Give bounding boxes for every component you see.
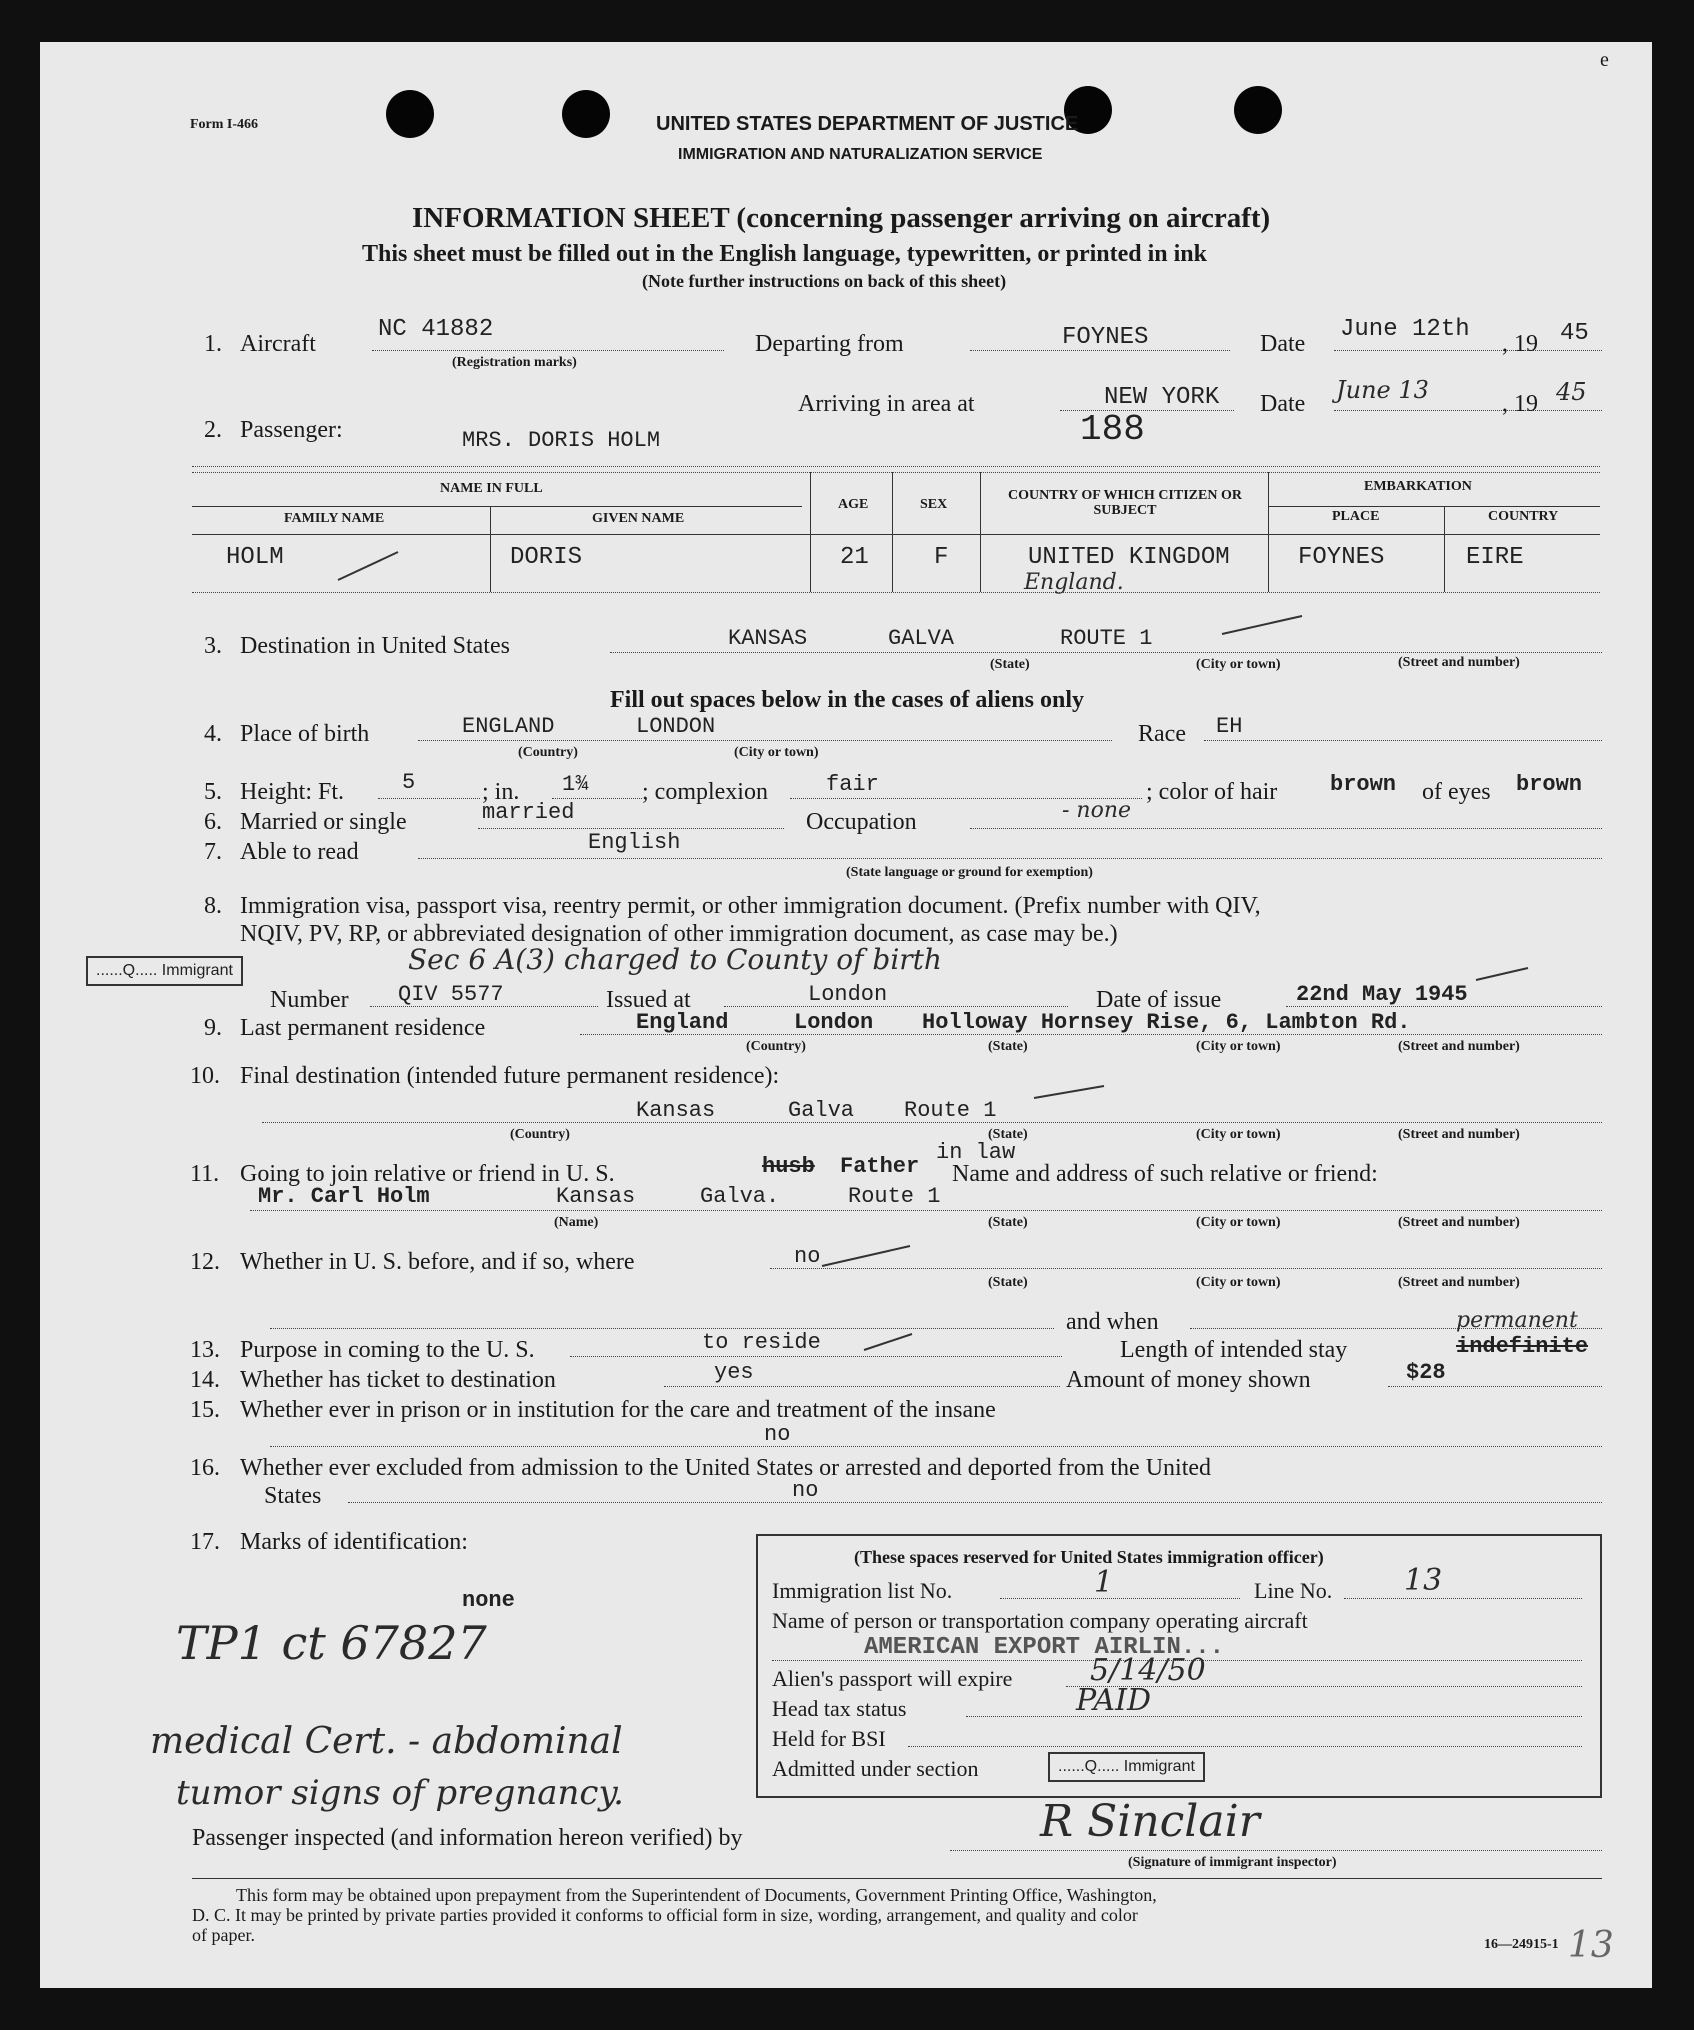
relative-city: Galva. [700,1184,780,1209]
q6-number: 6. [204,809,222,835]
before-value: no [794,1244,821,1269]
arrival-date-label: Date [1260,391,1306,417]
height-inches: 1¾ [562,772,589,797]
destination-label: Destination in United States [240,633,510,659]
money-label: Amount of money shown [1066,1367,1311,1393]
caption-city: (City or town) [1196,1215,1281,1230]
sex-value: F [934,544,949,571]
caption-city: (City or town) [1196,1039,1281,1054]
caption-state: (State) [990,657,1030,672]
q4-number: 4. [204,721,222,747]
destination-street: ROUTE 1 [1060,626,1153,651]
q17-number: 17. [190,1529,220,1555]
visa-label-line1: Immigration visa, passport visa, reentry permit, or other immigration document. (Prefix number with QIV, [240,893,1261,919]
ticket-value: yes [714,1360,754,1385]
caption-state: (State) [988,1039,1028,1054]
inspection-label: Passenger inspected (and information hereon verified) by [192,1825,743,1851]
marks-label: Marks of identification: [240,1529,468,1555]
married-label: Married or single [240,809,407,835]
issue-date-value: 22nd May 1945 [1296,982,1468,1007]
list-number-label: Immigration list No. [772,1578,953,1603]
caption-street: (Street and number) [1398,1039,1520,1054]
caption-street: (Street and number) [1398,1215,1520,1230]
caption-country: (Country) [510,1127,570,1142]
embarkation-header: EMBARKATION [1364,479,1472,494]
admitted-section-label: Admitted under section [772,1756,979,1781]
occupation-label: Occupation [806,809,917,835]
passenger-value: MRS. DORIS HOLM [462,428,661,453]
name-in-full-header: NAME IN FULL [440,481,543,496]
occupation-value: - none [1062,798,1132,823]
caption-city: (City or town) [734,745,819,760]
race-value: EH [1216,714,1243,739]
family-name-value: HOLM [226,544,284,571]
given-name-value: DORIS [510,544,583,571]
arriving-place: NEW YORK [1104,384,1220,411]
officer-header: (These spaces reserved for United States immigration officer) [854,1547,1324,1567]
form-subtitle: This sheet must be filled out in the English language, typewritten, or printed in ink [362,241,1207,267]
birth-country: ENGLAND [462,714,555,739]
passenger-label: Passenger: [240,417,343,443]
hair-value: brown [1330,772,1397,797]
prison-value: no [764,1422,791,1447]
hair-label: ; color of hair [1146,779,1278,805]
caption-name: (Name) [554,1215,599,1230]
aliens-only-header: Fill out spaces below in the cases of aliens only [610,687,1085,713]
q10-number: 10. [190,1063,220,1089]
ticket-label: Whether has ticket to destination [240,1367,556,1393]
form-title: INFORMATION SHEET (concerning passenger arriving on aircraft) [412,202,1271,234]
caption-country: (Country) [746,1039,806,1054]
race-label: Race [1138,721,1186,747]
purpose-value: to reside [702,1330,821,1355]
arrival-date: June 13 [1336,376,1429,404]
stay-struck: indefinite [1456,1334,1589,1359]
relative-struck: husb [762,1154,815,1179]
relative-relation: Father [840,1154,920,1179]
footer-code: 16—24915-1 [1484,1937,1559,1952]
marks-value: none [462,1588,515,1613]
marks-handwritten-number: TP1 ct 67827 [176,1616,487,1670]
destination-city: GALVA [888,626,955,651]
issued-value: London [808,982,888,1007]
footer-line2: D. C. It may be printed by private parties provided it conforms to official form in size, wording, arrangement, and quality and color [192,1905,1138,1925]
age-value: 21 [840,544,869,571]
departure-date-label: Date [1260,331,1306,357]
birth-city: LONDON [636,714,716,739]
caption-state: (State) [988,1127,1028,1142]
caption-country: (Country) [518,745,578,760]
signature-caption: (Signature of immigrant inspector) [1128,1855,1337,1870]
place-header: PLACE [1332,509,1380,524]
q1-number: 1. [204,331,222,357]
residence-city: London [794,1010,874,1035]
country-citizen-header: COUNTRY OF WHICH CITIZEN OR SUBJECT [1008,488,1242,519]
height-label: Height: Ft. [240,779,345,805]
caption-state-language: (State language or ground for exemption) [846,865,1093,880]
company-value: AMERICAN EXPORT AIRLIN... [864,1634,1225,1661]
caption-state: (State) [988,1275,1028,1290]
read-label: Able to read [240,839,359,865]
visa-handwritten-note: Sec 6 A(3) charged to County of birth [408,943,942,976]
relative-label2: Name and address of such relative or friend: [952,1161,1378,1187]
registration-caption: (Registration marks) [452,355,577,370]
passport-expiry-label: Alien's passport will expire [772,1666,1013,1691]
stay-label: Length of intended stay [1120,1337,1348,1363]
visa-number-value: QIV 5577 [398,982,504,1007]
citizen-value: UNITED KINGDOM [1028,544,1230,571]
arriving-label: Arriving in area at [798,391,975,417]
stay-value: permanent [1456,1308,1578,1333]
arrival-year-prefix: , 19 [1502,391,1538,417]
height-in-label: ; in. [482,779,520,805]
country-header: COUNTRY [1488,509,1559,524]
final-street: Route 1 [904,1098,997,1123]
excluded-label-line2: States [264,1483,322,1509]
line-number-value: 13 [1404,1563,1443,1598]
money-value: $28 [1406,1360,1446,1385]
footer-line3: of paper. [192,1925,255,1945]
q7-number: 7. [204,839,222,865]
department-name: UNITED STATES DEPARTMENT OF JUSTICE [656,113,1079,135]
read-value: English [588,830,681,855]
departure-year: 45 [1560,320,1589,347]
before-label: Whether in U. S. before, and if so, where [240,1249,635,1275]
q2-number: 2. [204,417,222,443]
departing-label: Departing from [755,331,904,357]
visa-number-label: Number [270,987,349,1013]
visa-label-line2: NQIV, PV, RP, or abbreviated designation of other immigration document, as case may be.) [240,921,1118,947]
q15-number: 15. [190,1397,220,1423]
birth-label: Place of birth [240,721,370,747]
residence-label: Last permanent residence [240,1015,486,1041]
relative-in-law: in law [936,1140,1016,1165]
final-city: Galva [788,1098,855,1123]
list-number-value: 1 [1094,1565,1114,1600]
relative-label: Going to join relative or friend in U. S. [240,1161,615,1187]
height-feet: 5 [402,770,416,795]
relative-state: Kansas [556,1184,636,1209]
final-destination-label: Final destination (intended future permanent residence): [240,1063,780,1089]
complexion-label: ; complexion [642,779,768,805]
destination-state: KANSAS [728,626,808,651]
relative-name: Mr. Carl Holm [258,1184,430,1209]
caption-street: (Street and number) [1398,1275,1520,1290]
caption-city: (City or town) [1196,1275,1281,1290]
complexion-value: fair [826,772,879,797]
admitted-section-stamp: ......Q..... Immigrant [1048,1752,1205,1782]
marks-handwritten-note1: medical Cert. - abdominal [150,1721,623,1762]
residence-country: England [636,1010,729,1035]
caption-city: (City or town) [1196,1127,1281,1142]
arrival-number: 188 [1080,409,1145,450]
q13-number: 13. [190,1337,220,1363]
company-label: Name of person or transportation company operating aircraft [772,1608,1308,1633]
aircraft-label: Aircraft [240,331,316,357]
and-when-label: and when [1066,1309,1159,1335]
caption-street: (Street and number) [1398,1127,1520,1142]
purpose-label: Purpose in coming to the U. S. [240,1337,535,1363]
married-value: married [482,800,575,825]
eyes-label: of eyes [1422,779,1491,805]
caption-street: (Street and number) [1398,655,1520,670]
q8-number: 8. [204,893,222,919]
relative-street: Route 1 [848,1184,941,1209]
q5-number: 5. [204,779,222,805]
line-number-label: Line No. [1254,1578,1333,1603]
marks-handwritten-note2: tumor signs of pregnancy. [176,1773,624,1813]
arrival-year: 45 [1556,378,1587,406]
embark-country-value: EIRE [1466,544,1524,571]
immigrant-stamp: ......Q..... Immigrant [86,956,243,986]
departure-year-prefix: , 19 [1502,331,1538,357]
excluded-label-line1: Whether ever excluded from admission to the United States or arrested and deported from the United [240,1455,1212,1481]
head-tax-label: Head tax status [772,1696,907,1721]
corner-mark: e [1600,49,1609,71]
q3-number: 3. [204,633,222,659]
eyes-value: brown [1516,772,1583,797]
page-mark: 13 [1568,1925,1614,1966]
embark-place-value: FOYNES [1298,544,1385,571]
head-tax-value: PAID [1076,1683,1151,1718]
final-state: Kansas [636,1098,716,1123]
residence-address: Holloway Hornsey Rise, 6, Lambton Rd. [922,1010,1411,1035]
q12-number: 12. [190,1249,220,1275]
issued-label: Issued at [606,987,691,1013]
inspector-signature: R Sinclair [1040,1796,1260,1847]
citizen-handwritten-note: England. [1024,570,1124,595]
form-note: (Note further instructions on back of this sheet) [642,271,1007,291]
departure-date: June 12th [1340,316,1470,343]
sex-header: SEX [920,497,948,512]
held-bsi-label: Held for BSI [772,1726,886,1751]
family-name-header: FAMILY NAME [284,511,385,526]
form-number: Form I-466 [190,117,259,132]
passport-expiry-value: 5/14/50 [1090,1653,1206,1688]
service-name: IMMIGRATION AND NATURALIZATION SERVICE [678,146,1043,163]
q16-number: 16. [190,1455,220,1481]
q9-number: 9. [204,1015,222,1041]
issue-date-label: Date of issue [1096,987,1222,1013]
footer-line1: This form may be obtained upon prepayment from the Superintendent of Documents, Government Printing Office, Washington, [236,1885,1157,1905]
caption-city: (City or town) [1196,657,1281,672]
age-header: AGE [838,497,869,512]
aircraft-value: NC 41882 [378,316,494,343]
caption-state: (State) [988,1215,1028,1230]
prison-label: Whether ever in prison or in institution for the care and treatment of the insane [240,1397,996,1423]
departing-value: FOYNES [1062,324,1149,351]
excluded-value: no [792,1478,819,1503]
q14-number: 14. [190,1367,220,1393]
q11-number: 11. [190,1161,220,1187]
given-name-header: GIVEN NAME [592,511,685,526]
